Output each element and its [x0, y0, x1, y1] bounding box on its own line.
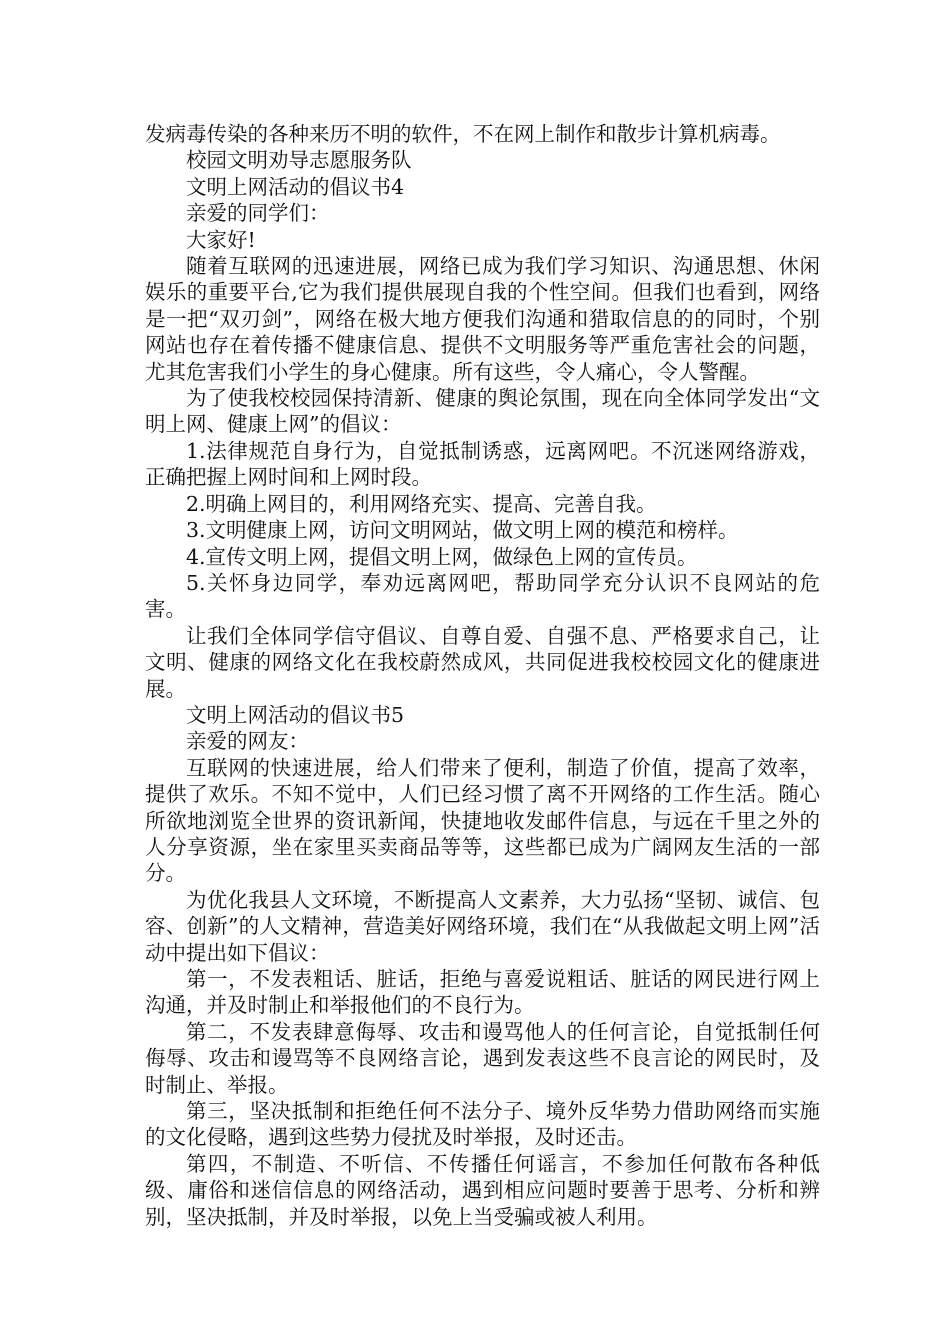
section-title-5: 文明上网活动的倡议书5: [186, 702, 405, 727]
paragraph-proposal-intro: 为了使我校校园保持清新、健康的舆论氛围，现在向全体同学发出“文明上网、健康上网”的倡议：: [145, 386, 820, 437]
paragraph-closing: 让我们全体同学信守倡议、自尊自爱、自强不息、严格要求自己，让文明、健康的网络文化在我校蔚然成风，共同促进我校校园文化的健康进展。: [145, 623, 820, 701]
proposal-second: 第二，不发表肆意侮辱、攻击和谩骂他人的任何言论，自觉抵制任何侮辱、攻击和谩骂等不良网络言论，遇到发表这些不良言论的网民时，及时制止、举报。: [145, 1019, 820, 1097]
proposal-item-4: 4.宣传文明上网，提倡文明上网，做绿色上网的宣传员。: [186, 544, 698, 569]
document-body: [145, 121, 820, 1230]
proposal-third: 第三，坚决抵制和拒绝任何不法分子、境外反华势力借助网络而实施的文化侵略，遇到这些势力侵扰及时举报，及时还击。: [145, 1099, 820, 1150]
paragraph-internet-convenience: 互联网的快速进展，给人们带来了便利，制造了价值，提高了效率，提供了欢乐。不知不觉中，人们已经习惯了离不开网络的工作生活。随心所欲地浏览全世界的资讯新闻，快捷地收发邮件信息，与远在千里之外的人分享资源，坐在家里买卖商品等等，这些都已成为广阔网友生活的一部分。: [145, 755, 820, 886]
proposal-item-3: 3.文明健康上网，访问文明网站，做文明上网的模范和榜样。: [186, 518, 739, 543]
proposal-item-5: 5.关怀身边同学，奉劝远离网吧，帮助同学充分认识不良网站的危害。: [145, 570, 820, 622]
proposal-item-1: 1.法律规范自身行为，自觉抵制诱惑，远离网吧。不沉迷网络游戏，正确把握上网时间和上网时段。: [145, 438, 820, 490]
paragraph-internet-development: 随着互联网的迅速进展，网络已成为我们学习知识、沟通思想、休闲娱乐的重要平台,它为我们提供展现自我的个性空间。但我们也看到，网络是一把“双刃剑”，网络在极大地方便我们沟通和猎取信息的的同时，个别网站也存在着传播不健康信息、提供不文明服务等严重危害社会的问题，尤其危害我们小学生的身心健康。所有这些，令人痛心，令人警醒。: [145, 254, 820, 384]
paragraph-proposal-intro-2: 为优化我县人文环境，不断提高人文素养，大力弘扬“坚韧、诚信、包容、创新”的人文精神，营造美好网络环境，我们在“从我做起文明上网”活动中提出如下倡议：: [145, 887, 820, 965]
proposal-fourth: 第四，不制造、不听信、不传播任何谣言，不参加任何散布各种低级、庸俗和迷信信息的网络活动，遇到相应问题时要善于思考、分析和辨别，坚决抵制，并及时举报，以免上当受骗或被人利用。: [145, 1151, 820, 1229]
proposal-item-2: 2.明确上网目的，利用网络充实、提高、完善自我。: [186, 491, 657, 516]
signature-organization: 校园文明劝导志愿服务队: [186, 148, 412, 173]
salutation-netizens: 亲爱的网友：: [186, 729, 309, 754]
proposal-first: 第一，不发表粗话、脏话，拒绝与喜爱说粗话、脏话的网民进行网上沟通，并及时制止和举报他们的不良行为。: [145, 967, 820, 1018]
paragraph-1: 发病毒传染的各种来历不明的软件，不在网上制作和散步计算机病毒。: [145, 122, 781, 146]
greeting: 大家好!: [186, 227, 256, 252]
salutation-students: 亲爱的同学们：: [186, 201, 330, 226]
section-title-4: 文明上网活动的倡议书4: [186, 174, 405, 199]
